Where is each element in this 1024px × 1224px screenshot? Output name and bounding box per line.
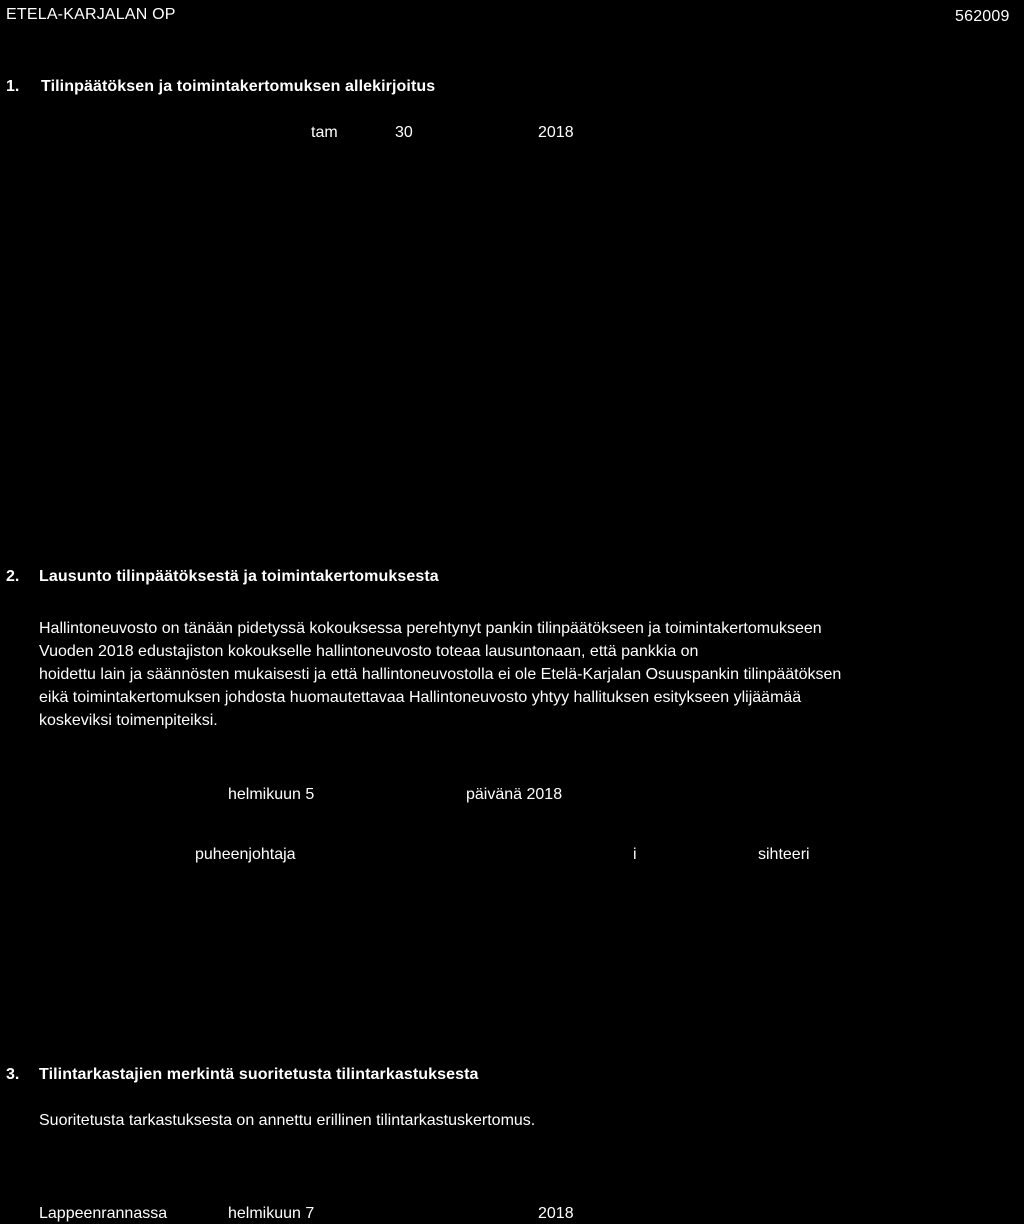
section2-title: Lausunto tilinpäätöksestä ja toimintakertomuksesta — [39, 568, 439, 585]
section3-title: Tilintarkastajien merkintä suoritetusta tilintarkastuksesta — [39, 1066, 479, 1083]
statement-line: koskeviksi toimenpiteiksi. — [39, 712, 218, 729]
section1-date-day: 30 — [395, 124, 413, 141]
organization-name: ETELA-KARJALAN OP — [6, 6, 176, 23]
section2-number: 2. — [6, 568, 20, 585]
section2-date-month-day: helmikuun 5 — [228, 786, 315, 803]
statement-line: Vuoden 2018 edustajiston kokoukselle hallintoneuvosto toteaa lausuntonaan, että pankkia on — [39, 643, 699, 660]
document-code: 562009 — [955, 8, 1010, 25]
statement-line: hoidettu lain ja säännösten mukaisesti ja että hallintoneuvostolla ei ole Etelä-Karjalan Osuuspankin tilinpäätöksen — [39, 666, 842, 683]
section3-date-month-day: helmikuun 7 — [228, 1205, 315, 1222]
section3-number: 3. — [6, 1066, 20, 1083]
section3-date-year: 2018 — [538, 1205, 574, 1222]
secretary-label: sihteeri — [758, 846, 810, 863]
section2-date-suffix: päivänä 2018 — [466, 786, 563, 803]
section1-title: Tilinpäätöksen ja toimintakertomuksen allekirjoitus — [41, 78, 436, 95]
section3-place: Lappeenrannassa — [39, 1205, 168, 1222]
section1-number: 1. — [6, 78, 20, 95]
chairman-label: puheenjohtaja — [195, 846, 296, 863]
section3-statement: Suoritetusta tarkastuksesta on annettu erillinen tilintarkastuskertomus. — [39, 1112, 536, 1129]
statement-line: eikä toimintakertomuksen johdosta huomautettavaa Hallintoneuvosto yhtyy hallituksen esitykseen ylijäämää — [39, 689, 802, 706]
statement-line: Hallintoneuvosto on tänään pidetyssä kokouksessa perehtynyt pankin tilinpäätökseen ja toimintakertomukseen — [39, 620, 822, 637]
section2-statement — [39, 617, 1009, 732]
section1-date-year: 2018 — [538, 124, 574, 141]
separator-mark: i — [633, 846, 637, 863]
section1-date-month: tam — [311, 124, 338, 141]
